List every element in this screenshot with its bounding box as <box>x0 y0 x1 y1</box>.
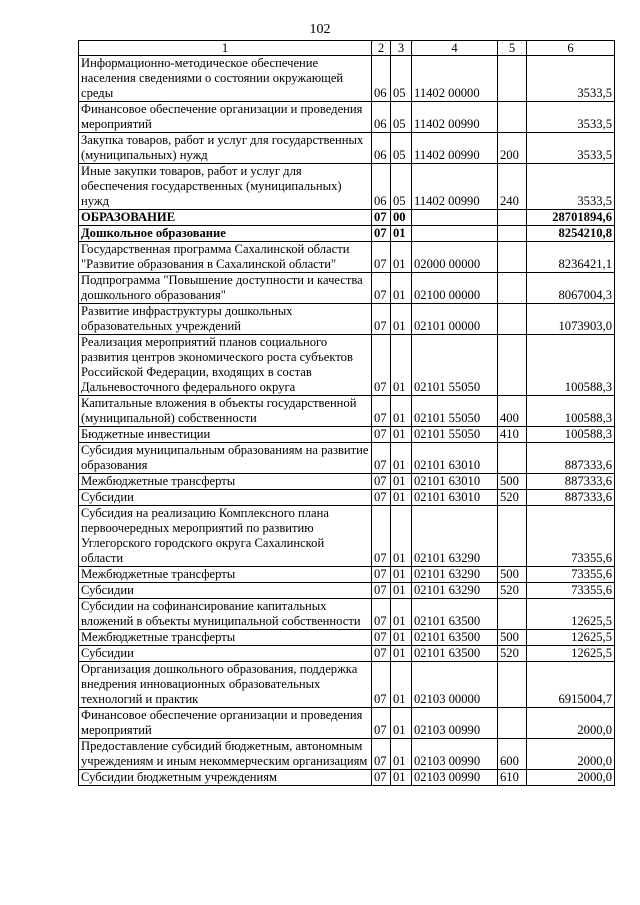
budget-table <box>78 40 615 786</box>
page-number: 102 <box>309 22 331 37</box>
row-target-article: 02101 55050 <box>412 427 498 443</box>
row-name: Информационно-методическое обеспечение населения сведениями о состоянии окружающей среды <box>79 56 372 102</box>
row-name: Бюджетные инвестиции <box>79 427 372 443</box>
row-amount: 73355,6 <box>527 506 615 567</box>
row-section: 07 <box>372 226 391 242</box>
row-name: Развитие инфраструктуры дошкольных образовательных учреждений <box>79 304 372 335</box>
row-section: 06 <box>372 133 391 164</box>
row-expense-type <box>498 56 527 102</box>
row-subsection: 01 <box>391 739 412 770</box>
row-amount: 887333,6 <box>527 474 615 490</box>
row-section: 07 <box>372 646 391 662</box>
table-row <box>79 646 615 662</box>
row-name: Реализация мероприятий планов социального развития центров экономического роста субъектов Российской Федерации, входящих в состав Дальневосточного федерального округа <box>79 335 372 396</box>
row-expense-type <box>498 599 527 630</box>
row-subsection: 00 <box>391 210 412 226</box>
row-expense-type <box>498 506 527 567</box>
row-amount: 12625,5 <box>527 599 615 630</box>
table-row <box>79 567 615 583</box>
row-amount: 3533,5 <box>527 102 615 133</box>
row-subsection: 01 <box>391 567 412 583</box>
row-section: 07 <box>372 567 391 583</box>
row-expense-type <box>498 210 527 226</box>
row-amount: 73355,6 <box>527 583 615 599</box>
row-expense-type <box>498 273 527 304</box>
table-row <box>79 630 615 646</box>
row-section: 07 <box>372 396 391 427</box>
row-target-article: 02100 00000 <box>412 273 498 304</box>
row-expense-type: 500 <box>498 567 527 583</box>
row-amount: 3533,5 <box>527 133 615 164</box>
table-row <box>79 210 615 226</box>
row-target-article: 02101 63010 <box>412 443 498 474</box>
row-target-article: 02101 63290 <box>412 506 498 567</box>
row-expense-type: 520 <box>498 583 527 599</box>
row-amount: 8236421,1 <box>527 242 615 273</box>
column-header: 2 <box>372 41 391 56</box>
row-target-article: 11402 00990 <box>412 102 498 133</box>
table-header-row <box>79 41 615 56</box>
row-expense-type <box>498 443 527 474</box>
table-row <box>79 662 615 708</box>
row-target-article: 02101 63500 <box>412 630 498 646</box>
row-expense-type <box>498 304 527 335</box>
row-name: Субсидии <box>79 490 372 506</box>
row-subsection: 05 <box>391 164 412 210</box>
row-section: 07 <box>372 210 391 226</box>
row-target-article <box>412 226 498 242</box>
row-expense-type: 240 <box>498 164 527 210</box>
row-section: 07 <box>372 770 391 786</box>
row-name: Предоставление субсидий бюджетным, автономным учреждениям и иным некоммерческим организациям <box>79 739 372 770</box>
row-section: 06 <box>372 164 391 210</box>
row-amount: 12625,5 <box>527 630 615 646</box>
row-subsection: 01 <box>391 474 412 490</box>
row-name: Субсидии на софинансирование капитальных вложений в объекты муниципальной собственности <box>79 599 372 630</box>
row-target-article: 02101 55050 <box>412 335 498 396</box>
row-name: Субсидии <box>79 646 372 662</box>
row-amount: 100588,3 <box>527 427 615 443</box>
row-expense-type <box>498 242 527 273</box>
row-name: Финансовое обеспечение организации и проведения мероприятий <box>79 708 372 739</box>
row-name: Межбюджетные трансферты <box>79 630 372 646</box>
row-expense-type: 520 <box>498 646 527 662</box>
row-section: 07 <box>372 599 391 630</box>
table-row <box>79 599 615 630</box>
row-expense-type: 410 <box>498 427 527 443</box>
row-subsection: 01 <box>391 646 412 662</box>
row-subsection: 01 <box>391 443 412 474</box>
row-amount: 1073903,0 <box>527 304 615 335</box>
row-name: Капитальные вложения в объекты государственной (муниципальной) собственности <box>79 396 372 427</box>
row-section: 07 <box>372 335 391 396</box>
row-name: Субсидия муниципальным образованиям на развитие образования <box>79 443 372 474</box>
row-subsection: 01 <box>391 242 412 273</box>
row-subsection: 05 <box>391 102 412 133</box>
row-target-article: 02103 00990 <box>412 770 498 786</box>
column-header: 4 <box>412 41 498 56</box>
row-name: Межбюджетные трансферты <box>79 474 372 490</box>
row-target-article: 02000 00000 <box>412 242 498 273</box>
table-row <box>79 443 615 474</box>
row-name: Субсидии бюджетным учреждениям <box>79 770 372 786</box>
row-section: 06 <box>372 102 391 133</box>
row-expense-type <box>498 708 527 739</box>
row-expense-type: 400 <box>498 396 527 427</box>
row-target-article: 02101 63500 <box>412 599 498 630</box>
table-row <box>79 242 615 273</box>
row-target-article: 02101 55050 <box>412 396 498 427</box>
row-section: 07 <box>372 708 391 739</box>
table-row <box>79 273 615 304</box>
row-section: 07 <box>372 739 391 770</box>
row-target-article: 02103 00990 <box>412 739 498 770</box>
row-name: Государственная программа Сахалинской области "Развитие образования в Сахалинской области" <box>79 242 372 273</box>
row-subsection: 01 <box>391 490 412 506</box>
table-row <box>79 474 615 490</box>
row-amount: 3533,5 <box>527 56 615 102</box>
row-section: 07 <box>372 304 391 335</box>
row-amount: 12625,5 <box>527 646 615 662</box>
table-row <box>79 427 615 443</box>
row-section: 07 <box>372 273 391 304</box>
row-target-article: 02101 63500 <box>412 646 498 662</box>
row-subsection: 05 <box>391 56 412 102</box>
row-section: 07 <box>372 583 391 599</box>
table-row <box>79 335 615 396</box>
table-row <box>79 770 615 786</box>
row-subsection: 01 <box>391 708 412 739</box>
row-section: 07 <box>372 506 391 567</box>
row-amount: 100588,3 <box>527 335 615 396</box>
row-expense-type: 600 <box>498 739 527 770</box>
row-amount: 2000,0 <box>527 708 615 739</box>
column-header: 6 <box>527 41 615 56</box>
row-subsection: 01 <box>391 226 412 242</box>
row-amount: 6915004,7 <box>527 662 615 708</box>
table-row <box>79 708 615 739</box>
row-amount: 887333,6 <box>527 490 615 506</box>
row-section: 07 <box>372 427 391 443</box>
row-amount: 8067004,3 <box>527 273 615 304</box>
row-subsection: 01 <box>391 630 412 646</box>
row-name: Межбюджетные трансферты <box>79 567 372 583</box>
row-target-article: 11402 00990 <box>412 164 498 210</box>
row-section: 07 <box>372 242 391 273</box>
row-expense-type <box>498 335 527 396</box>
row-section: 07 <box>372 490 391 506</box>
row-name: Организация дошкольного образования, поддержка внедрения инновационных образовательных технологий и практик <box>79 662 372 708</box>
table-row <box>79 102 615 133</box>
row-amount: 8254210,8 <box>527 226 615 242</box>
row-expense-type: 200 <box>498 133 527 164</box>
row-name: Субсидии <box>79 583 372 599</box>
table-row <box>79 739 615 770</box>
row-amount: 2000,0 <box>527 739 615 770</box>
row-target-article: 11402 00990 <box>412 133 498 164</box>
row-target-article: 02101 00000 <box>412 304 498 335</box>
row-target-article: 02101 63010 <box>412 490 498 506</box>
row-target-article: 02103 00990 <box>412 708 498 739</box>
row-expense-type: 500 <box>498 630 527 646</box>
row-expense-type <box>498 102 527 133</box>
row-name: Закупка товаров, работ и услуг для государственных (муниципальных) нужд <box>79 133 372 164</box>
row-expense-type <box>498 226 527 242</box>
row-section: 07 <box>372 443 391 474</box>
row-subsection: 01 <box>391 427 412 443</box>
column-header: 5 <box>498 41 527 56</box>
row-amount: 73355,6 <box>527 567 615 583</box>
row-amount: 2000,0 <box>527 770 615 786</box>
row-target-article: 02101 63290 <box>412 567 498 583</box>
row-subsection: 01 <box>391 335 412 396</box>
row-section: 07 <box>372 474 391 490</box>
column-header: 3 <box>391 41 412 56</box>
table-row <box>79 226 615 242</box>
row-subsection: 01 <box>391 273 412 304</box>
row-subsection: 01 <box>391 662 412 708</box>
row-target-article: 02103 00000 <box>412 662 498 708</box>
row-name: ОБРАЗОВАНИЕ <box>79 210 372 226</box>
row-name: Иные закупки товаров, работ и услуг для обеспечения государственных (муниципальных) нужд <box>79 164 372 210</box>
row-target-article: 02101 63010 <box>412 474 498 490</box>
row-subsection: 01 <box>391 506 412 567</box>
row-expense-type: 500 <box>498 474 527 490</box>
row-name: Финансовое обеспечение организации и проведения мероприятий <box>79 102 372 133</box>
column-header: 1 <box>79 41 372 56</box>
row-subsection: 01 <box>391 583 412 599</box>
row-target-article <box>412 210 498 226</box>
row-expense-type <box>498 662 527 708</box>
table-row <box>79 396 615 427</box>
row-subsection: 01 <box>391 396 412 427</box>
row-target-article: 11402 00000 <box>412 56 498 102</box>
table-row <box>79 304 615 335</box>
row-name: Дошкольное образование <box>79 226 372 242</box>
table-row <box>79 583 615 599</box>
row-expense-type: 610 <box>498 770 527 786</box>
table-row <box>79 490 615 506</box>
row-section: 07 <box>372 630 391 646</box>
row-subsection: 01 <box>391 304 412 335</box>
table-row <box>79 506 615 567</box>
row-expense-type: 520 <box>498 490 527 506</box>
row-amount: 887333,6 <box>527 443 615 474</box>
table-row <box>79 56 615 102</box>
row-amount: 100588,3 <box>527 396 615 427</box>
table-row <box>79 133 615 164</box>
row-amount: 28701894,6 <box>527 210 615 226</box>
row-subsection: 01 <box>391 599 412 630</box>
row-subsection: 05 <box>391 133 412 164</box>
row-section: 06 <box>372 56 391 102</box>
row-amount: 3533,5 <box>527 164 615 210</box>
row-subsection: 01 <box>391 770 412 786</box>
row-name: Подпрограмма "Повышение доступности и качества дошкольного образования" <box>79 273 372 304</box>
row-name: Субсидия на реализацию Комплексного плана первоочередных мероприятий по развитию Углегорского городского округа Сахалинской области <box>79 506 372 567</box>
row-section: 07 <box>372 662 391 708</box>
row-target-article: 02101 63290 <box>412 583 498 599</box>
table-row <box>79 164 615 210</box>
